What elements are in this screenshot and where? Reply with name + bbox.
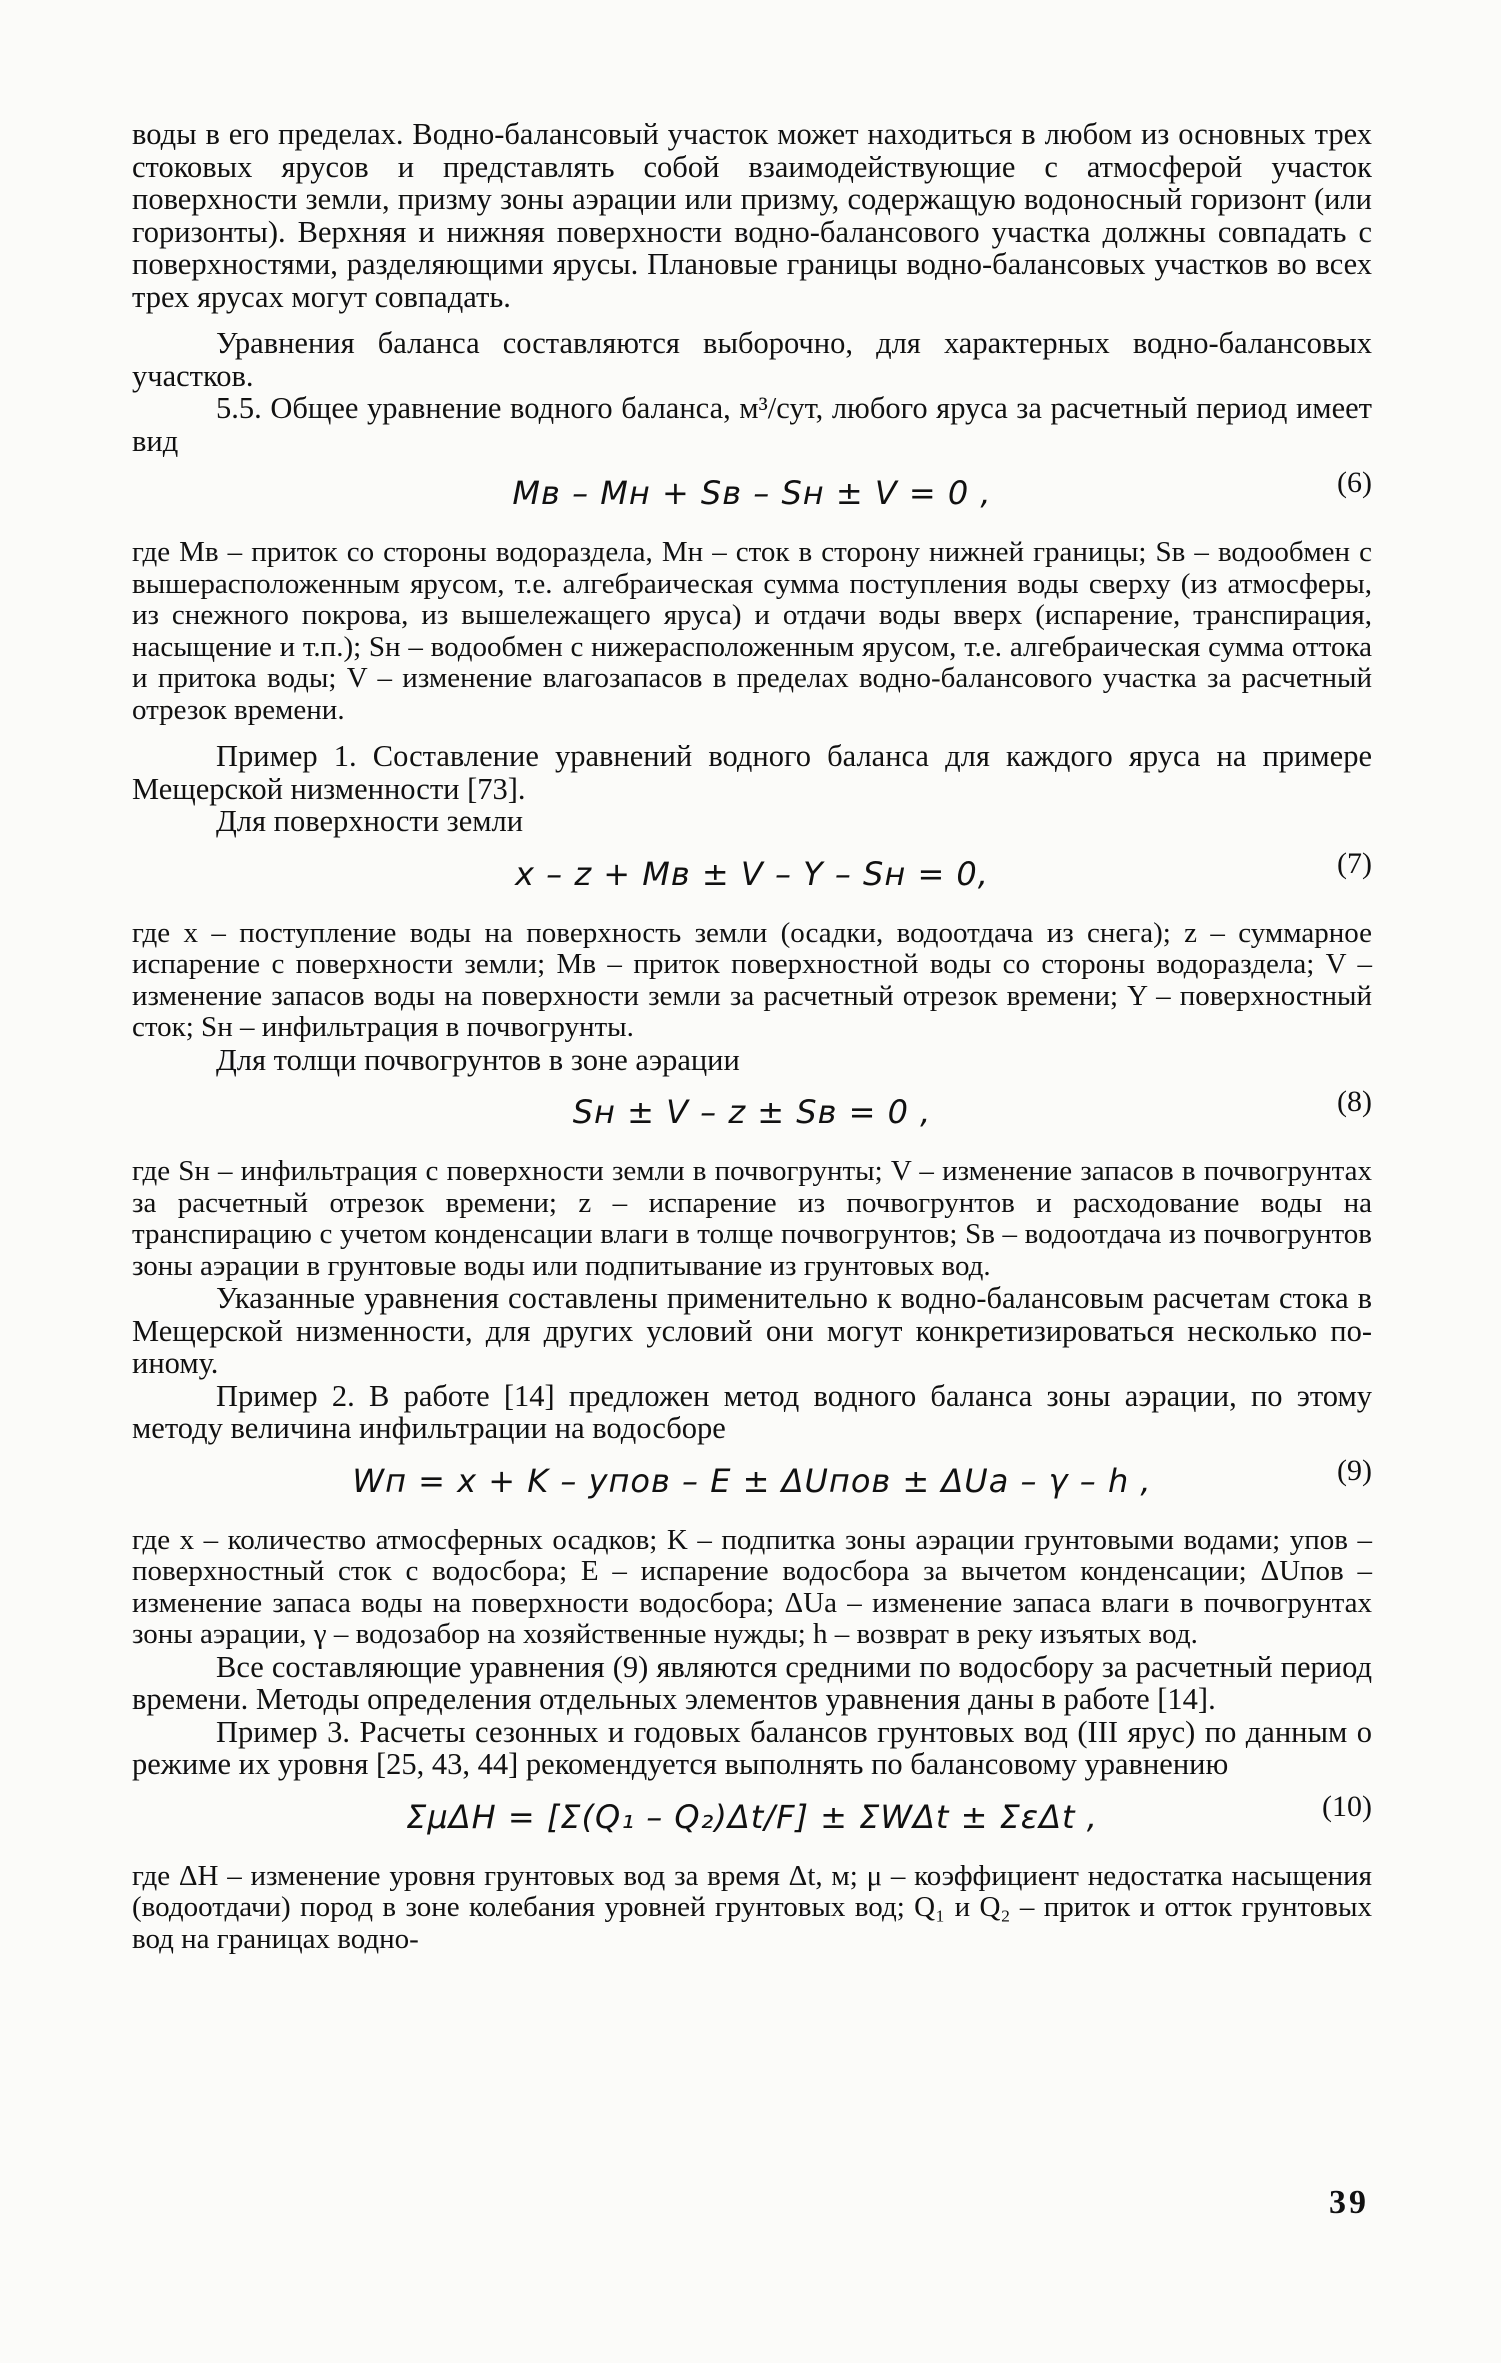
paragraph-equation-9-note: Все составляющие уравнения (9) являются средними по водосбору за расчетный период времени. Методы определения отдельных элементов уравнения даны в работе [14]. [132, 1649, 1372, 1716]
paragraph-land-surface: Для поверхности земли [216, 804, 524, 838]
formula-8-expression: Sн ± V – z ± Sв = 0 , [572, 1093, 932, 1131]
paragraph-section-5-5: 5.5. Общее уравнение водного баланса, м³/сут, любого яруса за расчетный период имеет вид [132, 391, 1372, 458]
formula-8-number: (8) [1337, 1085, 1372, 1118]
paragraph-example-1: Пример 1. Составление уравнений водного баланса для каждого яруса на примере Мещерской низменности [73]. [132, 739, 1372, 806]
formula-6 [132, 467, 1372, 527]
formula-9-number: (9) [1337, 1453, 1372, 1487]
formula-7-expression: x – z + Mв ± V – Y – Sн = 0, [515, 854, 989, 893]
paragraph-formula-8-legend: где Sн – инфильтрация с поверхности земли в почвогрунты; V – изменение запасов в почвогрунтах за расчетный отрезок времени; z – испарение из почвогрунтов и расходование воды на транспирацию с учетом конденсации влаги в толще почвогрунтов; Sв – водоотдача из почвогрунтов зоны аэрации в грунтовые воды или подпитывание из грунтовых вод. [132, 1155, 1372, 1282]
paragraph-aeration-zone: Для толщи почвогрунтов в зоне аэрации [216, 1042, 740, 1077]
paragraph-example-3: Пример 3. Расчеты сезонных и годовых балансов грунтовых вод (III ярус) по данным о режиме их уровня [25, 43, 44] рекомендуется выполнять по балансовому уравнению [132, 1714, 1372, 1781]
paragraph-water-balance-section: воды в его пределах. Водно-балансовый участок может находиться в любом из основных трех стоковых ярусов и представлять собой взаимодействующие с атмосферой участок поверхности земли, призму зоны аэрации или призму, содержащую водоносный горизонт (или горизонты). Верхняя и нижняя поверхности водно-балансового участка должны совпадать с поверхностями, разделяющими ярусы. Плановые границы водно-балансовых участков во всех трех ярусах могут совпадать. [132, 117, 1372, 314]
paragraph-formula-6-legend: где Mв – приток со стороны водораздела, Mн – сток в сторону нижней границы; Sв – водообмен с вышерасположенным ярусом, т.е. алгебраическая сумма поступления воды сверху (из атмосферы, из снежного покрова, из вышележащего яруса) и отдачи воды вверх (испарение, транспирация, насыщение и т.п.); Sн – водообмен с нижерасположенным ярусом, т.е. алгебраическая сумма оттока и притока воды; V – изменение влагозапасов в пределах водно-балансового участка за расчетный отрезок времени. [132, 536, 1372, 726]
text-column [132, 118, 1372, 1955]
formula-9-expression: Wп = x + K – yпов – E ± ΔUпов ± ΔUа – γ – h , [352, 1461, 1152, 1500]
formula-9 [132, 1455, 1372, 1515]
formula-6-expression: Mв – Mн + Sв – Sн ± V = 0 , [512, 474, 992, 512]
formula-7-number: (7) [1337, 846, 1372, 880]
paragraph-formula-7-legend: где x – поступление воды на поверхность земли (осадки, водоотдача из снега); z – суммарное испарение с поверхности земли; Mв – приток поверхностной воды со стороны водораздела; V – изменение запасов воды на поверхности земли за расчетный отрезок времени; Y – поверхностный сток; Sн – инфильтрация в почвогрунты. [132, 916, 1372, 1043]
paragraph-formula-10-legend: где ΔH – изменение уровня грунтовых вод за время Δt, м; μ – коэффициент недостатка насыщения (водоотдачи) пород в зоне колебания уровней грунтовых вод; Q₁ и Q₂ – приток и отток грунтовых вод на границах водно- [132, 1859, 1372, 1955]
formula-10-number: (10) [1322, 1789, 1372, 1823]
formula-10-expression: ΣμΔH = [Σ(Q₁ – Q₂)Δt/F] ± ΣWΔt ± ΣεΔt , [406, 1797, 1098, 1836]
paragraph-balance-equations: Уравнения баланса составляются выборочно, для характерных водно-балансовых участков. [132, 326, 1372, 393]
formula-8 [132, 1086, 1372, 1146]
page-number: 39 [1329, 2184, 1369, 2221]
paragraph-example-2: Пример 2. В работе [14] предложен метод водного баланса зоны аэрации, по этому методу величина инфильтрации на водосборе [132, 1378, 1372, 1445]
paragraph-meshchera-note: Указанные уравнения составлены применительно к водно-балансовым расчетам стока в Мещерской низменности, для других условий они могут конкретизироваться несколько по-иному. [132, 1281, 1372, 1380]
formula-7 [132, 848, 1372, 908]
formula-10 [132, 1791, 1372, 1851]
paragraph-formula-9-legend: где x – количество атмосферных осадков; K – подпитка зоны аэрации грунтовыми водами; yпов – поверхностный сток с водосбора; E – испарение водосбора за вычетом конденсации; ΔUпов – изменение запаса воды на поверхности водосбора; ΔUа – изменение запаса влаги в почвогрунтах зоны аэрации, γ – водозабор на хозяйственные нужды; h – возврат в реку изъятых вод. [132, 1523, 1372, 1650]
formula-6-number: (6) [1337, 466, 1372, 499]
